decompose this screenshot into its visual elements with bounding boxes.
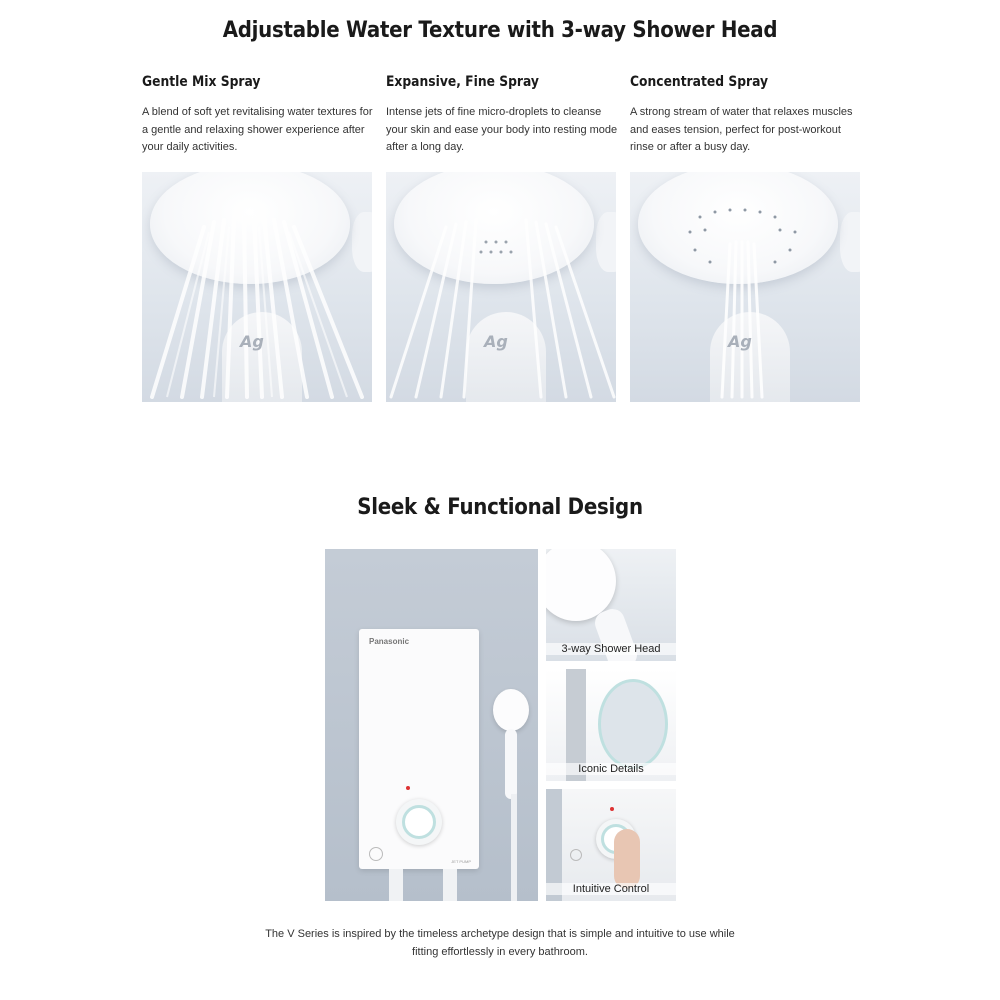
feature-description: A strong stream of water that relaxes muscles and eases tension, perfect for post-workout rinse or after a busy day.: [630, 106, 853, 154]
button-icon: [570, 849, 582, 861]
panel-label: 3-way Shower Head: [546, 643, 676, 655]
water-heater-unit: [359, 629, 479, 869]
feature-heading: Concentrated Spray: [630, 74, 769, 90]
concentrated-spray-image: [630, 172, 860, 402]
section-title-design: Sleek & Functional Design: [357, 495, 643, 520]
panel-iconic-details: [546, 669, 676, 781]
expansive-fine-spray-image: [386, 172, 616, 402]
feature-description: Intense jets of fine micro-droplets to cleanse your skin and ease your body into resting mode after a long day.: [386, 106, 618, 154]
feature-heading: Gentle Mix Spray: [142, 74, 261, 90]
shower-logo-text: Ag: [240, 332, 264, 351]
panel-label: Iconic Details: [546, 763, 676, 775]
pipe: [389, 869, 403, 901]
water-heater-main-image: [325, 549, 538, 901]
shower-handle: [505, 729, 517, 799]
shower-logo-text: Ag: [484, 332, 508, 351]
pipe: [443, 869, 457, 901]
caption-text: The V Series is inspired by the timeless archetype design that is simple and intuitive to use while fitting effortlessly in every bathroom.: [265, 928, 735, 958]
model-label: JET PUMP: [451, 859, 471, 864]
panel-intuitive-control: [546, 789, 676, 901]
feature-column-expansive-fine: [386, 72, 618, 402]
feature-description: A blend of soft yet revitalising water textures for a gentle and relaxing shower experience after your daily activities.: [142, 106, 373, 154]
feature-column-concentrated: [630, 72, 862, 402]
shower-logo-text: Ag: [728, 332, 752, 351]
button-icon: [369, 847, 383, 861]
gentle-mix-spray-image: [142, 172, 372, 402]
feature-heading: Expansive, Fine Spray: [386, 74, 539, 90]
brand-logo-text: Panasonic: [369, 637, 410, 646]
section-title-water-texture: Adjustable Water Texture with 3-way Shower Head: [222, 18, 778, 43]
power-indicator-icon: [610, 807, 614, 811]
hand-icon: [614, 829, 640, 889]
shower-head-icon: [493, 689, 529, 731]
design-caption: [0, 925, 1000, 961]
feature-column-gentle-mix: [142, 72, 374, 402]
power-indicator-icon: [406, 786, 410, 790]
temperature-dial: [396, 799, 442, 845]
dial-detail-icon: [598, 679, 668, 769]
shower-hose: [511, 794, 517, 901]
panel-label: Intuitive Control: [546, 883, 676, 895]
panel-shower-head: [546, 549, 676, 661]
